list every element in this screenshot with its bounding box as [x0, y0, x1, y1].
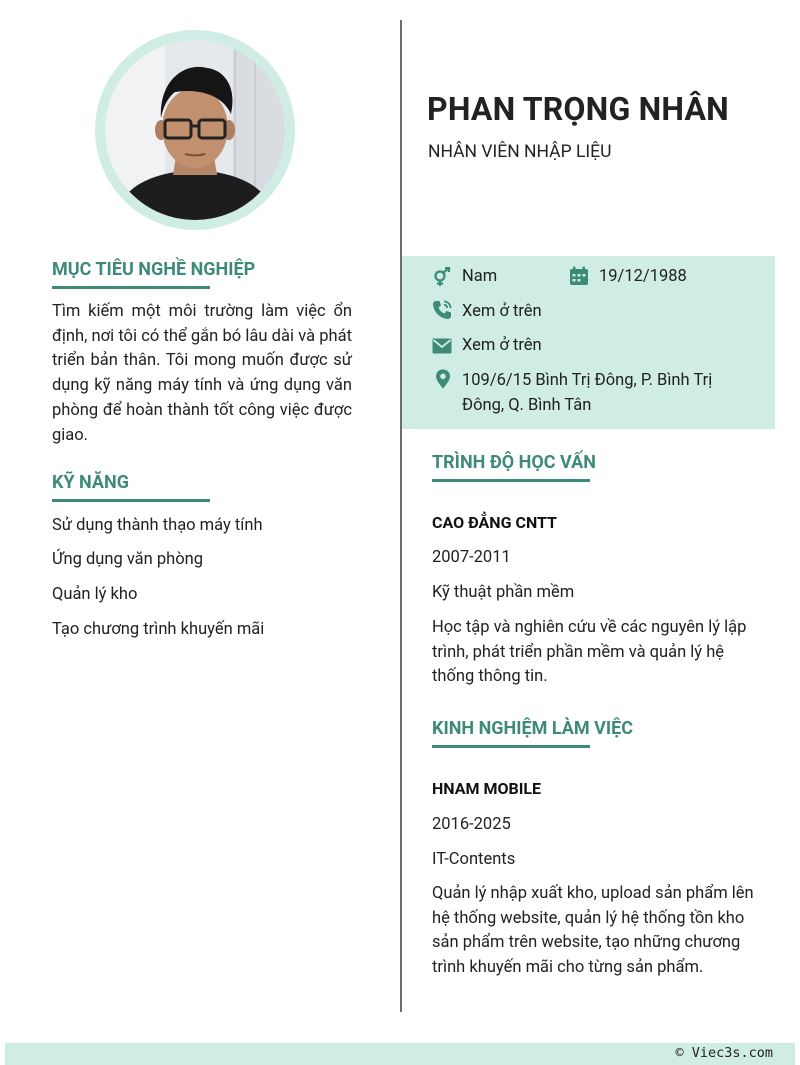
address-value: 109/6/15 Bình Trị Đông, P. Bình Trị Đông, Q. Bình Tân [462, 371, 713, 415]
experience-period: 2016-2025 [432, 815, 511, 834]
skill-item: Sử dụng thành thạo máy tính [52, 516, 263, 535]
skills-heading: KỸ NĂNG [52, 472, 210, 502]
column-divider [400, 20, 402, 1012]
education-heading: TRÌNH ĐỘ HỌC VẤN [432, 452, 590, 482]
profile-photo [105, 40, 285, 220]
email-icon [432, 336, 452, 356]
career-goal-text: Tìm kiếm một môi trường làm việc ổn định, nơi tôi có thể gắn bó lâu dài và phát triển bản thân. Tôi mong muốn được sử dụng kỹ năng máy tính và ứng dụng văn phòng để hoàn thành tốt công việc được giao. [52, 302, 352, 445]
education-major: Kỹ thuật phần mềm [432, 583, 575, 602]
avatar [105, 40, 285, 220]
skill-item: Tạo chương trình khuyến mãi [52, 620, 265, 639]
education-period: 2007-2011 [432, 548, 511, 567]
experience-position: IT-Contents [432, 850, 516, 869]
skill-item: Ứng dụng văn phòng [52, 550, 204, 569]
career-goal-heading: MỤC TIÊU NGHỀ NGHIỆP [52, 259, 210, 289]
experience-description: Quản lý nhập xuất kho, upload sản phẩm lên hệ thống website, quản lý hệ thống tồn kho sản phẩm trên website, tạo những chương trình khuyến mãi cho từng sản phẩm. [432, 884, 754, 978]
contact-info-box [402, 256, 775, 429]
experience-heading: KINH NGHIỆM LÀM VIỆC [432, 718, 590, 748]
gender-icon [432, 267, 452, 287]
footer-bar [5, 1043, 795, 1065]
phone-icon [432, 300, 452, 320]
experience-company: HNAM MOBILE [432, 779, 542, 798]
location-icon [433, 369, 453, 389]
education-school: CAO ĐẲNG CNTT [432, 513, 557, 532]
avatar-frame [95, 30, 295, 230]
education-description: Học tập và nghiên cứu về các nguyên lý lập trình, phát triển phần mềm và quản lý hệ thống thông tin. [432, 618, 747, 687]
job-title: NHÂN VIÊN NHẬP LIỆU [428, 142, 612, 162]
candidate-name: PHAN TRỌNG NHÂN [427, 90, 729, 128]
gender-value: Nam [462, 267, 498, 286]
skill-item: Quản lý kho [52, 585, 138, 604]
calendar-icon [569, 266, 589, 286]
footer-copyright: © Viec3s.com [675, 1045, 773, 1061]
phone-value: Xem ở trên [462, 302, 542, 321]
birthday-value: 19/12/1988 [599, 267, 687, 286]
email-value: Xem ở trên [462, 336, 542, 355]
